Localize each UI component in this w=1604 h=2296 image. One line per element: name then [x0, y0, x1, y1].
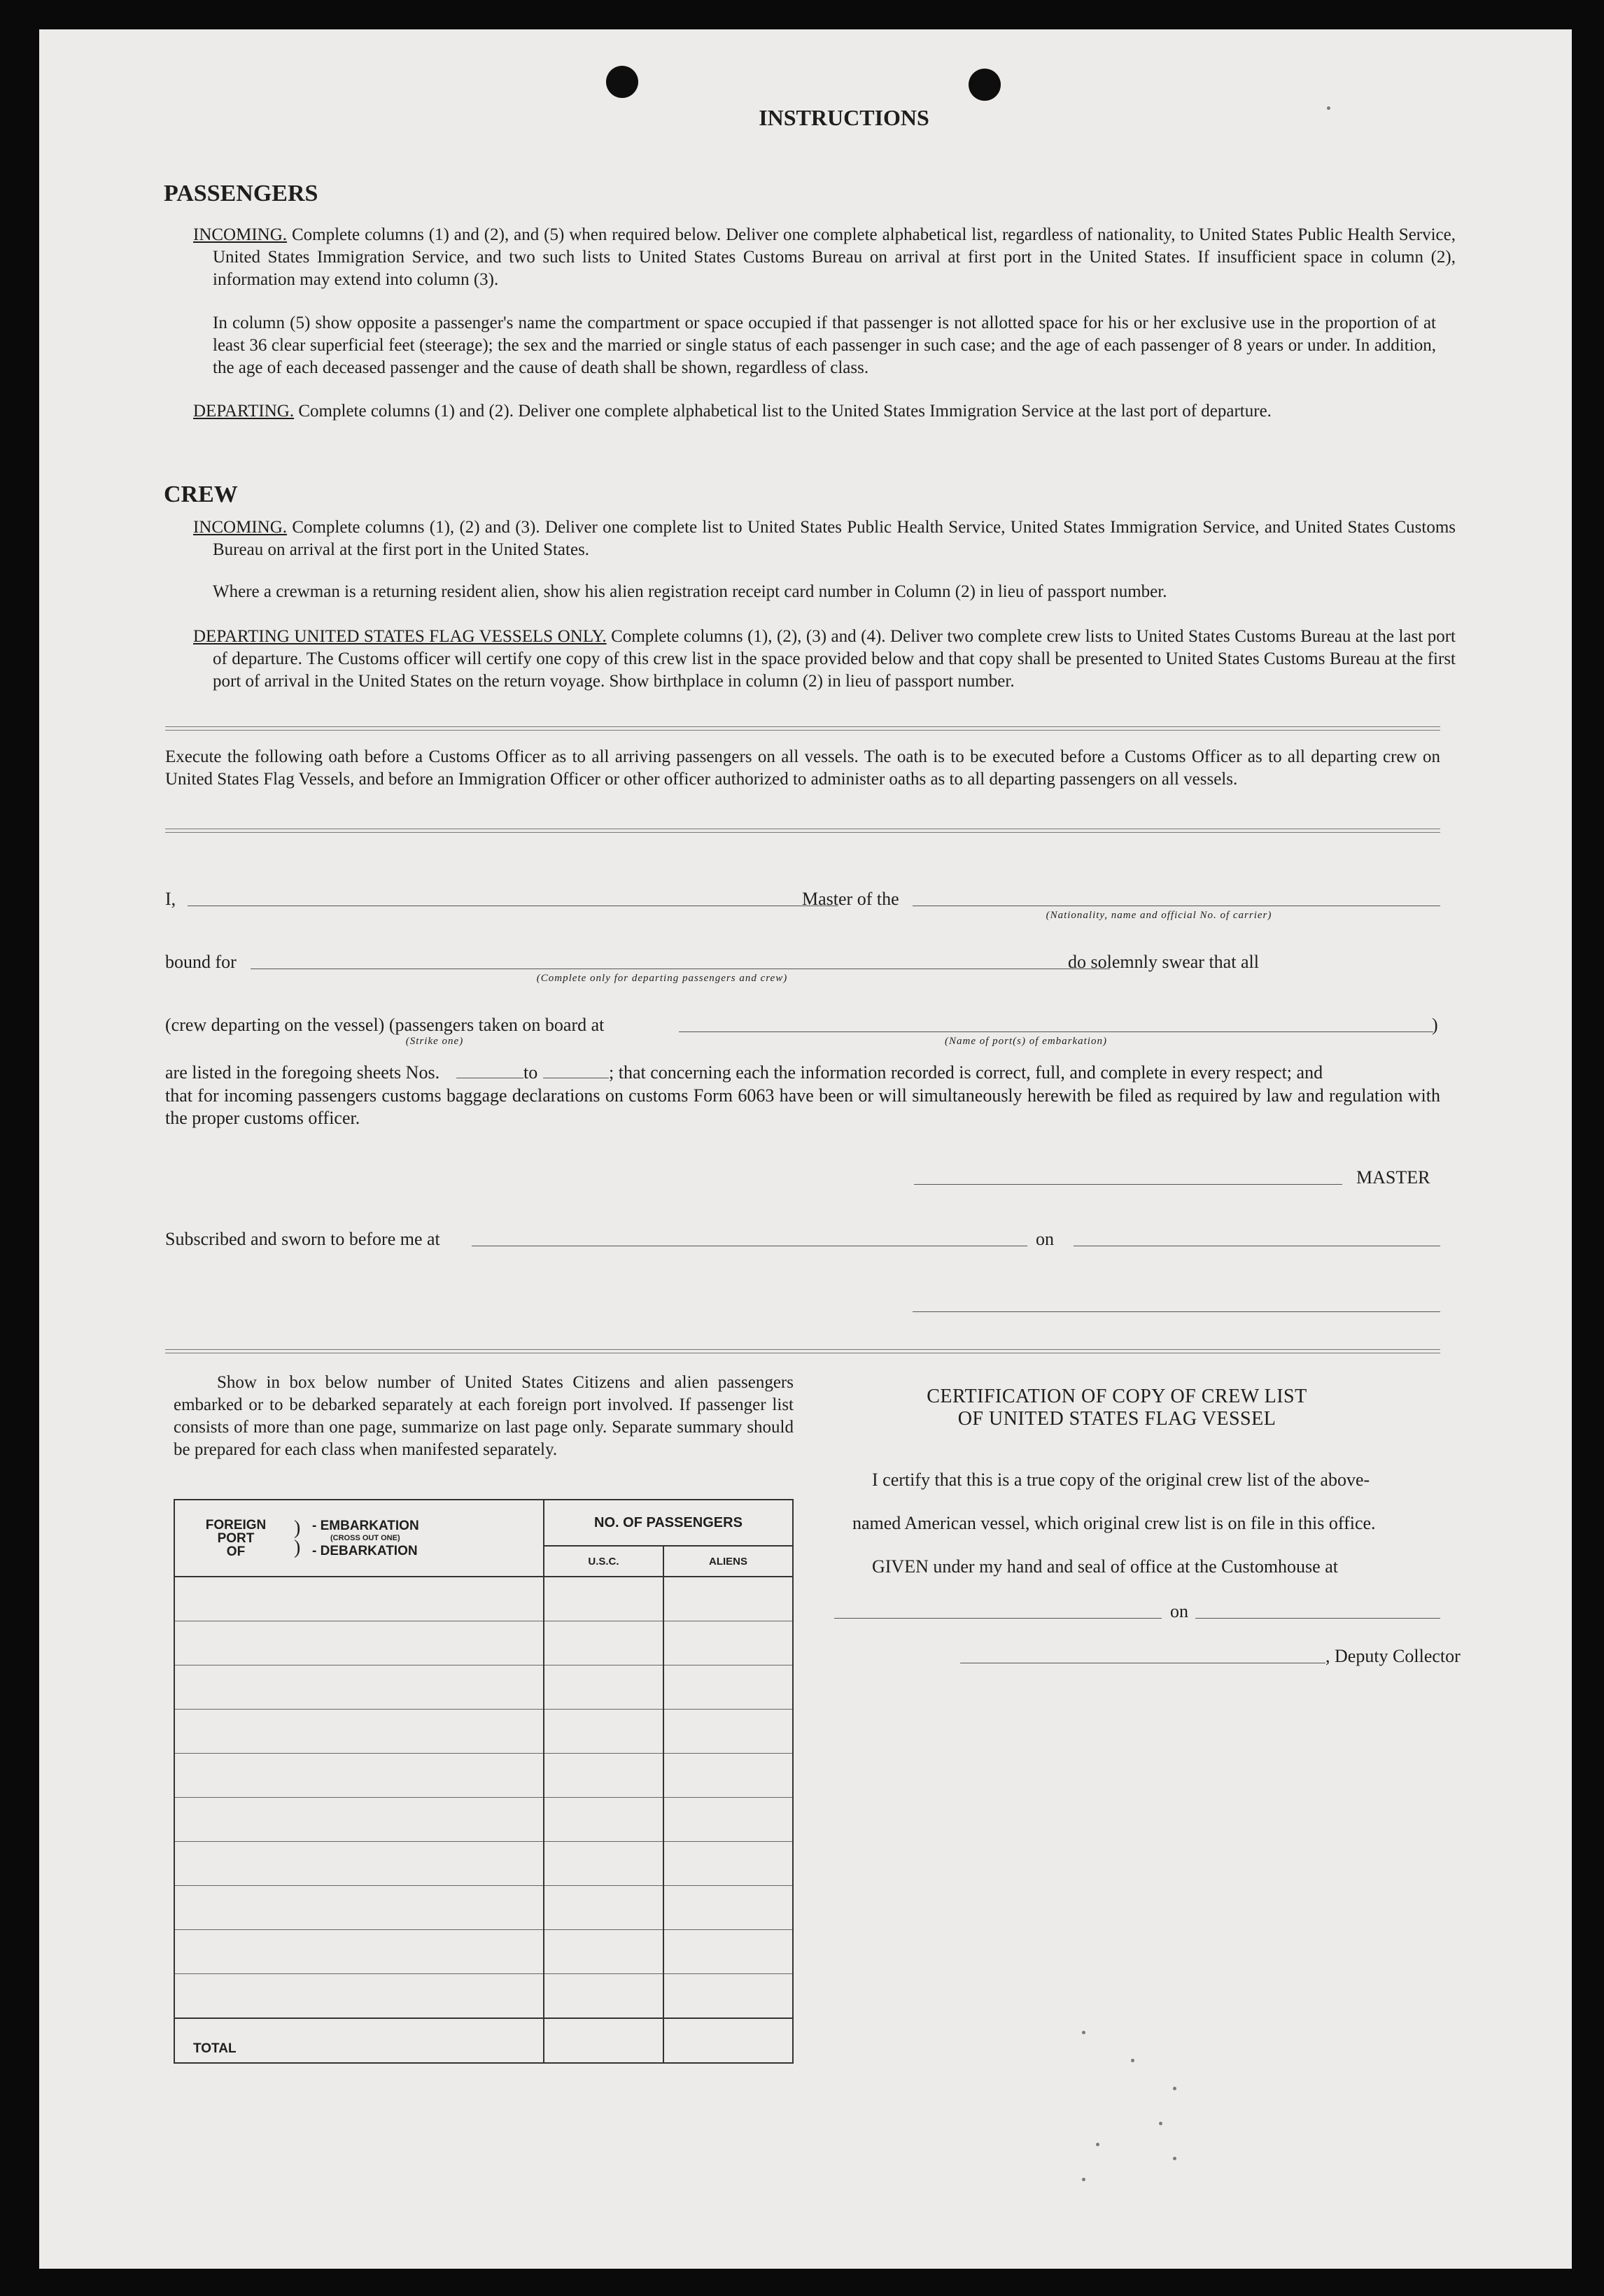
crew-or-passengers-label: (crew departing on the vessel) (passengers taken on board at	[165, 1015, 605, 1035]
certification-line1: I certify that this is a true copy of the original crew list of the above-	[872, 1470, 1370, 1490]
divider	[165, 829, 1440, 833]
scan-speck	[1173, 2157, 1176, 2160]
total-row	[174, 2018, 793, 2063]
crew-departing-text: Complete columns (1), (2), (3) and (4). Deliver two complete crew lists to United States Customs Bureau at the last port of departure. The Customs officer will certify one copy of this crew list in the space provided below and that copy shall be presented to United States Customs Bureau at the first port of arrival in the United States on the return voyage. Show birthplace in column (2) in lieu of passport number.	[213, 627, 1456, 691]
deputy-collector-label: , Deputy Collector	[1325, 1646, 1461, 1666]
table-row	[174, 1886, 793, 1930]
certification-line3: GIVEN under my hand and seal of office at the Customhouse at	[872, 1556, 1338, 1577]
strike-one-caption: (Strike one)	[405, 1036, 464, 1047]
embarkation-ports-line[interactable]	[679, 1031, 1433, 1032]
passengers-incoming-paragraph	[193, 224, 1456, 291]
usc-cell[interactable]	[544, 1842, 663, 1886]
usc-cell[interactable]	[544, 1974, 663, 2019]
port-line1: FOREIGN	[205, 1518, 267, 1533]
master-of-the-label: Master of the	[802, 889, 899, 909]
scan-speck	[1096, 2143, 1099, 2146]
listed-to: to	[523, 1062, 538, 1083]
aliens-cell[interactable]	[663, 1621, 793, 1665]
summary-instruction: Show in box below number of United States Citizens and alien passengers embarked or to be debarked separately at each foreign port involved. If passenger list consists of more than one page, summarize on last page only. Separate summary should be prepared for each class when manifested separately.	[174, 1373, 794, 1459]
page-title: INSTRUCTIONS	[759, 105, 929, 130]
passengers-departing-text: Complete columns (1) and (2). Deliver one complete alphabetical list to the United States Immigration Service at the last port of departure.	[298, 402, 1272, 421]
punch-hole-left	[606, 66, 638, 98]
scan-speck	[1173, 2087, 1176, 2090]
crew-incoming-label: INCOMING.	[193, 518, 288, 537]
aliens-cell[interactable]	[663, 1710, 793, 1754]
port-cell[interactable]	[174, 1710, 544, 1754]
usc-cell[interactable]	[544, 1798, 663, 1842]
aliens-cell[interactable]	[663, 1974, 793, 2019]
table-row	[174, 1621, 793, 1665]
table-row	[174, 1798, 793, 1842]
port-line2: PORT	[217, 1531, 255, 1546]
crew-departing-paragraph	[193, 626, 1456, 693]
table-row	[174, 1665, 793, 1710]
carrier-caption: (Nationality, name and official No. of carrier)	[1046, 910, 1272, 921]
aliens-cell[interactable]	[663, 1886, 793, 1930]
usc-header: U.S.C.	[544, 1546, 663, 1577]
port-header-cell	[174, 1500, 544, 1577]
scan-speck	[1131, 2059, 1134, 2062]
debarkation-label: - DEBARKATION	[312, 1544, 418, 1558]
usc-cell[interactable]	[544, 1665, 663, 1710]
usc-cell[interactable]	[544, 1710, 663, 1754]
listed-rest: that for incoming passengers customs baggage declarations on customs Form 6063 have been or will simultaneously herewith be filed as required by law and regulation with the proper customs officer.	[165, 1085, 1440, 1128]
crew-incoming-paragraph	[193, 516, 1456, 561]
port-cell[interactable]	[174, 1754, 544, 1798]
certification-heading-line1: CERTIFICATION OF COPY OF CREW LIST	[927, 1386, 1307, 1407]
certification-line2: named American vessel, which original crew list is on file in this office.	[852, 1513, 1376, 1533]
aliens-cell[interactable]	[663, 1842, 793, 1886]
oath-instruction: Execute the following oath before a Customs Officer as to all arriving passengers on all vessels. The oath is to be executed before a Customs Officer as to all departing crew on United States Flag Vessels, and before an Immigration Officer or other officer authorized to administer oaths as to all departing passengers on all vessels.	[165, 747, 1440, 789]
aliens-cell[interactable]	[663, 1665, 793, 1710]
certification-date-line[interactable]	[1195, 1618, 1440, 1619]
port-cell[interactable]	[174, 1842, 544, 1886]
table-row	[174, 1754, 793, 1798]
port-cell[interactable]	[174, 1886, 544, 1930]
table-row	[174, 1974, 793, 2019]
port-cell[interactable]	[174, 1577, 544, 1621]
total-label: TOTAL	[174, 2018, 544, 2063]
officer-signature-line[interactable]	[913, 1311, 1440, 1312]
no-passengers-header: NO. OF PASSENGERS	[544, 1500, 793, 1546]
passengers-incoming-text: Complete columns (1) and (2), and (5) when required below. Deliver one complete alphabetical list, regardless of nationality, to United States Public Health Service, United States Immigration Service, and two such lists to United States Customs Bureau on arrival at first port in the United States. If insufficient space in column (2), information may extend into column (3).	[213, 225, 1456, 289]
port-cell[interactable]	[174, 1621, 544, 1665]
crew-heading: CREW	[164, 481, 238, 507]
usc-cell[interactable]	[544, 1621, 663, 1665]
resident-alien-paragraph: Where a crewman is a returning resident alien, show his alien registration receipt card number in Column (2) in lieu of passport number.	[213, 582, 1167, 601]
certification-heading-line2: OF UNITED STATES FLAG VESSEL	[957, 1408, 1276, 1430]
port-cell[interactable]	[174, 1974, 544, 2019]
port-line3: OF	[226, 1544, 246, 1559]
table-row	[174, 1930, 793, 1974]
embarkation-caption: (Name of port(s) of embarkation)	[945, 1036, 1107, 1047]
passengers-incoming-label: INCOMING.	[193, 225, 288, 244]
scan-speck	[1159, 2122, 1162, 2125]
divider	[165, 726, 1440, 731]
brace-top: )	[294, 1517, 301, 1539]
subscribed-label: Subscribed and sworn to before me at	[165, 1229, 440, 1249]
scan-speck	[1082, 2031, 1085, 2034]
close-paren: )	[1432, 1015, 1438, 1035]
port-cell[interactable]	[174, 1665, 544, 1710]
crew-incoming-text: Complete columns (1), (2) and (3). Deliver one complete list to United States Public Health Service, United States Immigration Service, and United States Customs Bureau on arrival at the first port in the United States.	[213, 518, 1456, 559]
aliens-cell[interactable]	[663, 1798, 793, 1842]
divider	[165, 1349, 1440, 1353]
form-sheet	[39, 29, 1572, 2269]
table-row	[174, 1842, 793, 1886]
aliens-header: ALIENS	[663, 1546, 793, 1577]
usc-cell[interactable]	[544, 1577, 663, 1621]
solemnly-swear-label: do solemnly swear that all	[1068, 952, 1259, 972]
port-cell[interactable]	[174, 1798, 544, 1842]
scan-speck	[1327, 106, 1330, 110]
sworn-on-label: on	[1036, 1229, 1054, 1249]
table-row	[174, 1710, 793, 1754]
total-aliens-cell[interactable]	[663, 2018, 793, 2063]
bound-for-label: bound for	[165, 952, 237, 972]
certification-on-label: on	[1170, 1601, 1188, 1621]
passengers-heading: PASSENGERS	[164, 181, 318, 206]
brace-bottom: )	[294, 1537, 301, 1558]
passenger-summary-table	[174, 1499, 794, 2064]
usc-cell[interactable]	[544, 1930, 663, 1974]
departing-caption: (Complete only for departing passengers and crew)	[536, 973, 788, 984]
listed-post: ; that concerning each the information recorded is correct, full, and complete in every respect; and	[609, 1062, 1323, 1083]
certification-heading	[851, 1386, 1383, 1430]
punch-hole-right	[969, 69, 1001, 101]
cross-out-label: (CROSS OUT ONE)	[330, 1534, 400, 1542]
passengers-departing-label: DEPARTING.	[193, 402, 295, 421]
customhouse-line[interactable]	[834, 1618, 1162, 1619]
aliens-cell[interactable]	[663, 1577, 793, 1621]
master-label: MASTER	[1356, 1167, 1430, 1188]
oath-i-label: I,	[165, 889, 176, 909]
passengers-departing-paragraph	[193, 400, 1456, 423]
scan-speck	[1082, 2178, 1085, 2181]
port-cell[interactable]	[174, 1930, 544, 1974]
total-usc-cell[interactable]	[544, 2018, 663, 2063]
aliens-cell[interactable]	[663, 1754, 793, 1798]
listed-pre: are listed in the foregoing sheets Nos.	[165, 1062, 440, 1083]
master-signature-line[interactable]	[914, 1184, 1342, 1185]
usc-cell[interactable]	[544, 1754, 663, 1798]
aliens-cell[interactable]	[663, 1930, 793, 1974]
table-row	[174, 1577, 793, 1621]
column5-paragraph: In column (5) show opposite a passenger's name the compartment or space occupied if that passenger is not allotted space for his or her exclusive use in the proportion of at least 36 clear superficial feet (steerage); the sex and the married or single status of each passenger in such case; and the age of each passenger of 8 years or under. In addition, the age of each deceased passenger and the cause of death shall be shown, regardless of class.	[213, 314, 1436, 377]
crew-departing-label: DEPARTING UNITED STATES FLAG VESSELS ONLY.	[193, 627, 607, 646]
embarkation-label: - EMBARKATION	[312, 1519, 419, 1533]
usc-cell[interactable]	[544, 1886, 663, 1930]
